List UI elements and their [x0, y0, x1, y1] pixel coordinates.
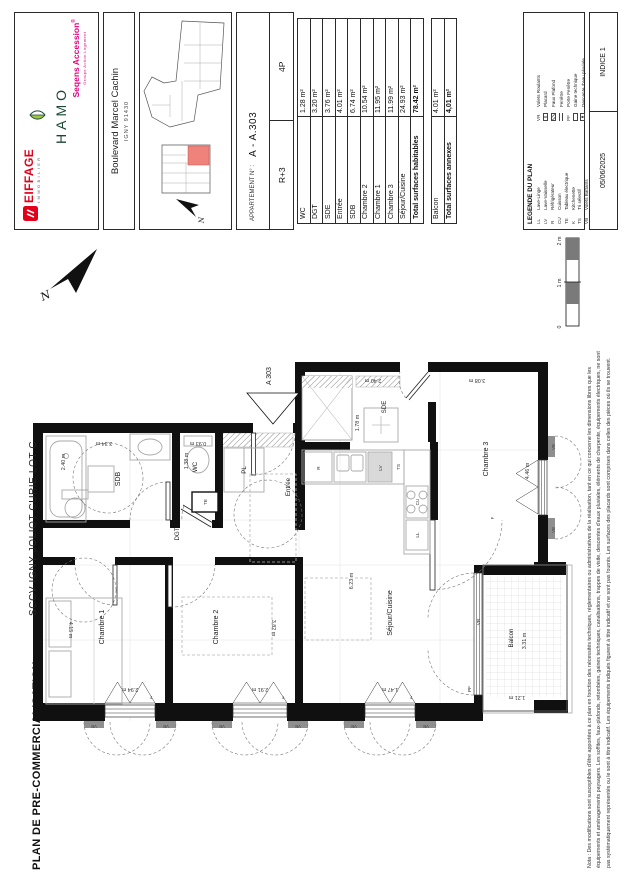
- eiffage-subtitle: IMMOBILIER: [36, 155, 41, 203]
- keyplan-drawing: [140, 13, 231, 229]
- dim-sejour: 6.23 m: [349, 572, 355, 590]
- hamo-logo: [29, 85, 69, 145]
- titleblock-surfaces: [297, 12, 519, 230]
- titleblock-keyplan: [139, 12, 232, 230]
- surface-label: Entrée: [337, 198, 345, 219]
- nota-text: [586, 234, 614, 868]
- legend-item: Faux Plafond: [551, 18, 559, 121]
- dim-c1: 4.15 m: [67, 621, 73, 639]
- dim-c2: 3.82 m: [270, 619, 276, 637]
- eiffage-icon: [23, 206, 38, 221]
- room-label-entree: Entrée: [285, 477, 292, 497]
- titleblock-logos: [14, 12, 99, 230]
- room-label-balcon: Balcon: [508, 628, 515, 648]
- surface-row: [385, 19, 398, 223]
- plan-date: 05/06/2025: [590, 111, 617, 229]
- seqens-subtitle: Groupe Action Logement: [82, 31, 87, 85]
- tag-volet-battant: VB: [91, 724, 97, 729]
- keyplan-floor-outline: [162, 145, 210, 193]
- surface-row: [310, 19, 323, 223]
- titleblock-address: [103, 12, 135, 230]
- dim-win3: 1.47 m: [381, 686, 399, 692]
- dim-wc-l: 1.38 m: [184, 452, 190, 470]
- legend-item: TS Tri sélectif: [577, 189, 583, 224]
- tag-fenetre: F: [281, 695, 285, 700]
- windows: [84, 436, 555, 728]
- surface-label: DGT: [312, 204, 320, 219]
- legend-item: LV Lave-Vaisselle: [542, 180, 548, 224]
- surface-row: [298, 19, 310, 223]
- tag-porte-fenetre: PF: [467, 686, 472, 692]
- surface-value: 4.01 m²: [432, 19, 444, 117]
- surface-value: 11.99 m²: [386, 19, 398, 117]
- surface-label: Chambre 1: [375, 184, 383, 219]
- unit-label: A 303: [266, 367, 273, 385]
- tag-volet-battant: VB: [423, 724, 429, 729]
- dim-balcon-w: 1.21 m: [508, 694, 526, 700]
- tag-volet-battant: VB: [295, 724, 301, 729]
- legend-item: VR Volets Roulants: [536, 75, 541, 121]
- legend-item: CU Cuisson: [556, 193, 562, 224]
- surface-row: [347, 19, 360, 223]
- room-label-sejour: Séjour/Cuisine: [387, 590, 394, 636]
- dim-c3-l: 4.46 m: [525, 462, 531, 480]
- seqens-wordmark: Seqens Accession: [71, 22, 81, 98]
- seqens-logo: [71, 19, 87, 98]
- scale-0: 0: [557, 325, 563, 329]
- nota-line-3: pas systématiquement représentés ou le sont à titre indicatif. Les équipements indiqués figurent à titre indicatif et ne sont pas fournis. Les surfaces des placards sont comprises dans celles des pièces où ils se trouvent.: [605, 357, 612, 868]
- surface-label: WC: [299, 207, 307, 219]
- surface-value: 24.93 m²: [399, 19, 411, 117]
- leaf-icon: [29, 106, 47, 124]
- dim-win2: 2.91 m: [251, 686, 269, 692]
- surface-value: 3.76 m²: [323, 19, 335, 117]
- eiffage-wordmark: EIFFAGE: [22, 148, 36, 203]
- tag-volet-battant: VB: [219, 724, 225, 729]
- surface-label: SDE: [324, 204, 332, 219]
- north-arrow-icon: [38, 249, 97, 304]
- edge-title: [27, 240, 45, 870]
- annex-surface-table: [431, 18, 457, 224]
- legend-item: R Réfrigérateur: [549, 183, 555, 224]
- surface-row: [398, 19, 411, 223]
- surface-value: 10.54 m²: [361, 19, 373, 117]
- dim-win1: 2.94 m: [121, 686, 139, 692]
- nota-line-1: Nota : Des modifications sont susceptibles d'être apportées à ce plan en fonction des nécessités techniques, réglementaires ou administratives de la réalisation, tant en ce qui concerne les dimensions libres que les: [587, 367, 593, 868]
- legend-item: Gaine technique: [573, 18, 581, 121]
- titleblock-apartment: [236, 12, 294, 230]
- tag-lave-linge: LL: [415, 532, 420, 538]
- hamo-wordmark: HAMO: [53, 86, 69, 144]
- eiffage-logo: [23, 149, 41, 221]
- tag-fenetre: F: [409, 695, 413, 700]
- legend-item: K Kitchenette: [570, 187, 576, 224]
- room-label-wc: WC: [192, 461, 199, 473]
- fenetre-icon: [559, 113, 562, 121]
- scale-bar: [557, 236, 581, 328]
- project-name: SCCV IGNY JOLIOT CURIE LOT C: [28, 440, 39, 616]
- room-label-sde: SDE: [381, 400, 388, 414]
- placard-icon: [543, 113, 548, 121]
- apartment-level: R+3: [270, 121, 293, 230]
- legend-item: LL Lave-Linge: [536, 187, 541, 224]
- tag-lave-vaisselle: LV: [378, 465, 383, 471]
- surface-label: Séjour/Cuisine: [400, 173, 408, 219]
- address-city: IGNY 91430: [124, 100, 130, 142]
- construction-grid: [33, 362, 548, 721]
- apartment-number: A - A.303: [247, 111, 259, 157]
- apartment-type: 4P: [276, 61, 287, 72]
- tag-volet-battant: VB: [351, 724, 357, 729]
- scale-2m: 2 m: [557, 236, 563, 246]
- titleblock-footer: [589, 12, 618, 230]
- surface-value: 4.01 m²: [336, 19, 348, 117]
- surface-value: 6.74 m²: [348, 19, 360, 117]
- seqens-registered: ®: [71, 19, 78, 23]
- surface-label: Balcon: [433, 197, 441, 219]
- north-label: N: [38, 287, 53, 304]
- address-street: Boulevard Marcel Cachin: [110, 67, 121, 175]
- keyplan-north-label: N: [198, 216, 206, 224]
- legend-title: LEGENDE DU PLAN: [527, 163, 534, 224]
- surface-value: 1.28 m²: [298, 19, 310, 117]
- dim-sde-w: 1.78 m: [355, 414, 361, 432]
- gaine-technique-icon: [573, 113, 578, 121]
- surface-label: SDB: [349, 204, 357, 219]
- legend-item: PF Porte Fenêtre: [565, 78, 571, 121]
- legend-column-2: [536, 18, 591, 121]
- legend-column-1: [536, 121, 591, 224]
- surface-row: [360, 19, 373, 223]
- room-label-chambre1: Chambre 1: [99, 609, 106, 645]
- dim-wc-w: 0.93 m: [189, 440, 207, 446]
- surface-row: [322, 19, 335, 223]
- surface-total-value: 4,01 m²: [445, 19, 457, 117]
- document-title: PLAN DE PRE-COMMERCIALISATION: [31, 661, 43, 870]
- dim-sde-l: 2.40 m: [364, 377, 382, 383]
- surface-total-row: [410, 19, 423, 223]
- tag-fenetre: F: [490, 516, 495, 520]
- surface-label: Chambre 2: [362, 184, 370, 219]
- legend-item: Descente d'eau pluviale: [580, 18, 588, 121]
- tag-tri-selectif: TS: [396, 464, 401, 470]
- legend-item: TE Tableau électrique: [563, 172, 569, 224]
- keyplan-site-outline: [144, 21, 224, 127]
- surface-row: [432, 19, 444, 223]
- surface-row: [373, 19, 386, 223]
- surface-row: [335, 19, 348, 223]
- descente-eau-icon: [580, 113, 585, 121]
- surface-total-label: Total surfaces annexes: [446, 142, 454, 219]
- dim-sdb-w: 2.40 m: [61, 453, 67, 471]
- legend-item: Placard: [543, 18, 551, 121]
- dim-c3-w: 3.08 m: [468, 377, 486, 383]
- nota-line-2: équipements et aménagements paysagers. Les soffites, faux-plafonds, retombées, gaines techniques, canalisations, trappes de visite, descentes d'eaux pluviales, éléments de charpente, équipements électriques, ne sont: [596, 351, 603, 868]
- legend-item: VB Volets Battants: [584, 179, 590, 224]
- tag-cuisson: CU: [415, 498, 420, 506]
- tag-volet-battant: VB: [551, 444, 556, 450]
- keyplan-north-icon: [176, 199, 199, 217]
- room-label-chambre3: Chambre 3: [483, 441, 490, 477]
- tag-volet-roulant: VR: [476, 618, 481, 626]
- surface-total-label: Total surfaces habitables: [412, 135, 420, 219]
- unit-entrance-marker: [247, 367, 299, 424]
- room-label-sdb: SDB: [115, 471, 122, 487]
- surface-total-value: 78.42 m²: [411, 19, 423, 117]
- tag-refrigerateur: R: [316, 466, 321, 470]
- dim-sdb-l: 3.34 m: [95, 440, 113, 446]
- surface-label: Chambre 3: [387, 184, 395, 219]
- surface-value: 3.20 m²: [311, 19, 323, 117]
- scale-1m: 1 m: [557, 278, 563, 288]
- room-label-chambre2: Chambre 2: [213, 609, 220, 645]
- surface-total-row: [444, 19, 457, 223]
- tag-fenetre: F: [149, 695, 153, 700]
- surface-value: 11.95 m²: [374, 19, 386, 117]
- legend-item: Fenêtre: [559, 18, 566, 121]
- faux-plafond-icon: [551, 113, 556, 121]
- tag-volet-battant: VB: [163, 724, 169, 729]
- room-label-te: TE: [203, 499, 208, 505]
- dim-balcon-l: 3.31 m: [522, 632, 528, 650]
- room-label-pl: PL: [241, 466, 248, 474]
- surface-table: [297, 18, 424, 224]
- apartment-number-label: APPARTEMENT N° :: [250, 164, 256, 221]
- plan-indice: INDICE 1: [600, 47, 607, 77]
- room-label-dgt: DGT: [174, 527, 181, 541]
- tag-volet-battant: VB: [551, 527, 556, 533]
- titleblock-legend: [523, 12, 590, 230]
